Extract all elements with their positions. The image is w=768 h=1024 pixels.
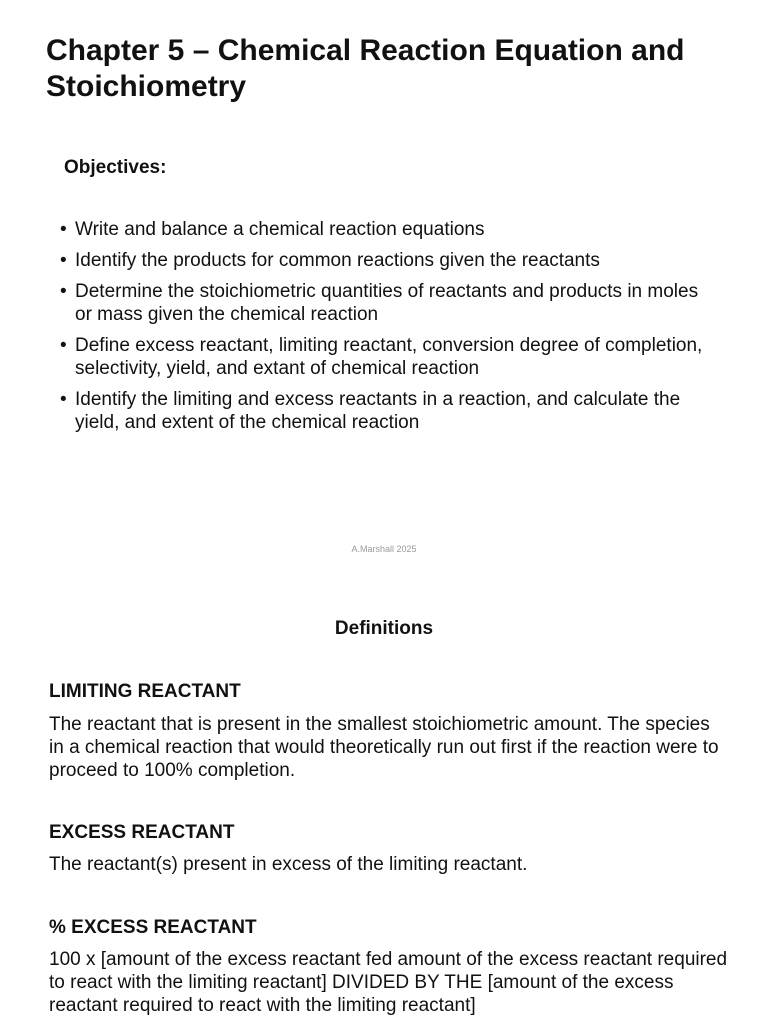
- objective-text: Write and balance a chemical reaction equations: [75, 219, 485, 240]
- definition-text: The reactant that is present in the smallest stoichiometric amount. The species in a chemical reaction that would theoretically run out first if the reaction were to proceed to 100% completion.: [49, 714, 719, 781]
- bullet-icon: •: [60, 219, 67, 240]
- definition-text: 100 x [amount of the excess reactant fed amount of the excess reactant required to react with the limiting reactant] DIVIDED BY THE [amount of the excess reactant required to react with the limiting reactant]: [49, 949, 728, 1016]
- objectives-list: [60, 218, 720, 442]
- definition-term: LIMITING REACTANT: [49, 681, 241, 702]
- objective-item: [60, 280, 720, 326]
- objective-text: Define excess reactant, limiting reactant, conversion degree of completion, selectivity, yield, and extant of chemical reaction: [75, 335, 703, 379]
- objective-item: [60, 249, 720, 272]
- definition-term: % EXCESS REACTANT: [49, 917, 257, 938]
- objective-text: Identify the limiting and excess reactants in a reaction, and calculate the yield, and extent of the chemical reaction: [75, 389, 681, 433]
- bullet-icon: •: [60, 281, 67, 302]
- bullet-icon: •: [60, 250, 67, 271]
- chapter-title: Chapter 5 – Chemical Reaction Equation and Stoichiometry: [46, 34, 685, 103]
- objective-item: [60, 388, 720, 434]
- objectives-heading: Objectives:: [64, 157, 167, 178]
- objective-item: [60, 334, 720, 380]
- author-credit: A.Marshall 2025: [351, 544, 417, 554]
- slide-definitions: [0, 575, 768, 1024]
- objective-text: Determine the stoichiometric quantities of reactants and products in moles or mass given the chemical reaction: [75, 281, 699, 325]
- bullet-icon: •: [60, 389, 67, 410]
- objective-text: Identify the products for common reactions given the reactants: [75, 250, 600, 271]
- bullet-icon: •: [60, 335, 67, 356]
- definition-text: The reactant(s) present in excess of the limiting reactant.: [49, 854, 528, 875]
- definition-term: EXCESS REACTANT: [49, 822, 235, 843]
- definitions-heading: Definitions: [334, 618, 434, 639]
- objective-item: [60, 218, 720, 241]
